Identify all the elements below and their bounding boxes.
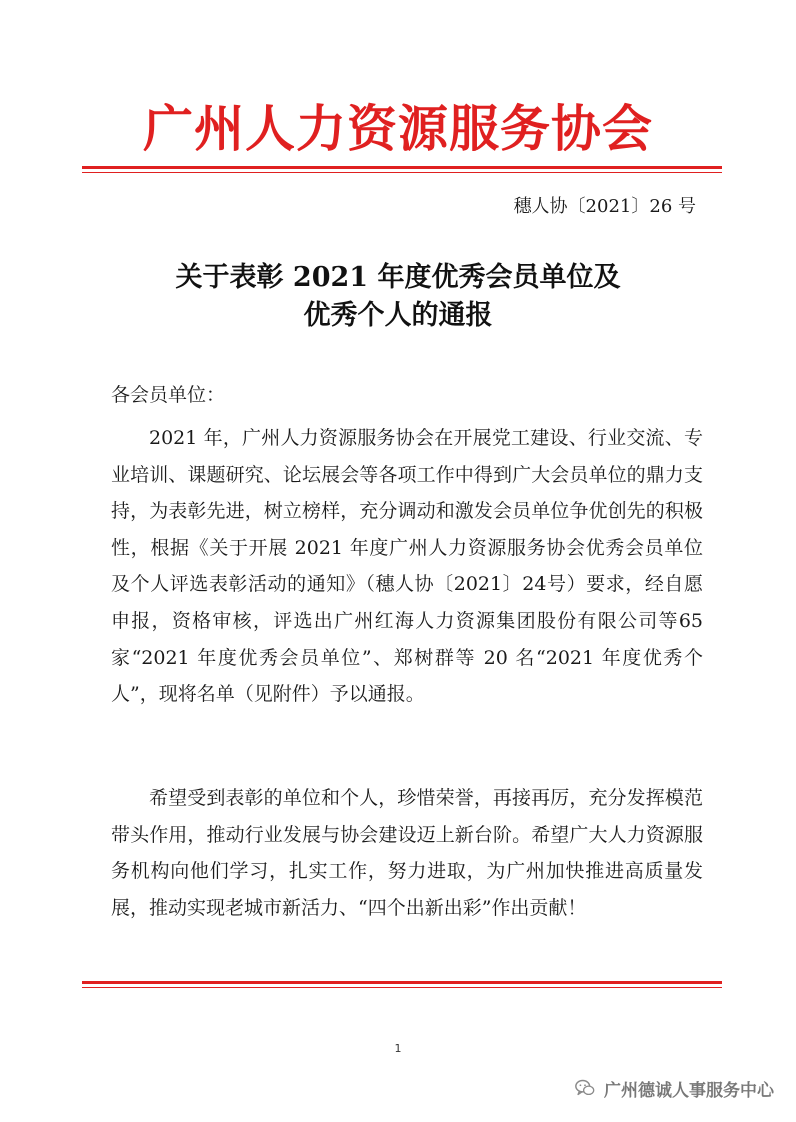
header-divider-thin — [82, 172, 722, 173]
footer-divider-thin — [82, 987, 722, 988]
header-divider-thick — [82, 166, 722, 169]
source-watermark — [574, 1074, 774, 1102]
watermark-text: 广州德诚人事服务中心 — [604, 1080, 774, 1101]
document-title-line-1: 关于表彰 2021 年度优秀会员单位及 — [175, 262, 621, 293]
organization-header: 广州人力资源服务协会 — [143, 99, 653, 158]
document-number: 穗人协〔2021〕26 号 — [513, 196, 696, 217]
body-paragraph-2: 希望受到表彰的单位和个人，珍惜荣誉，再接再厉，充分发挥模范带头作用，推动行业发展与协会建设迈上新台阶。希望广大人力资源服务机构向他们学习，扎实工作，努力进取，为广州加快推进高质量发展，推动实现老城市新活力、“四个出新出彩”作出贡献！ — [111, 787, 703, 919]
wechat-icon — [574, 1077, 596, 1099]
footer-divider-thick — [82, 981, 722, 984]
body-paragraph-1: 2021 年，广州人力资源服务协会在开展党工建设、行业交流、专业培训、课题研究、论坛展会等各项工作中得到广大会员单位的鼎力支持，为表彰先进，树立榜样，充分调动和激发会员单位争优创先的积极性，根据《关于开展 2021 年度广州人力资源服务协会优秀会员单位及个人评选表彰活动的通知》（穗人协〔2021〕24号）要求，经自愿申报，资格审核，评选出广州红海人力资源集团股份有限公司等65 家“2021 年度优秀会员单位”、郑树群等 20 名“2021 年度优秀个人”，现将名单（见附件）予以通报。 — [111, 427, 703, 706]
salutation: 各会员单位： — [111, 384, 226, 406]
document-title-line-2: 优秀个人的通报 — [303, 300, 493, 331]
page-number: 1 — [394, 1042, 402, 1055]
